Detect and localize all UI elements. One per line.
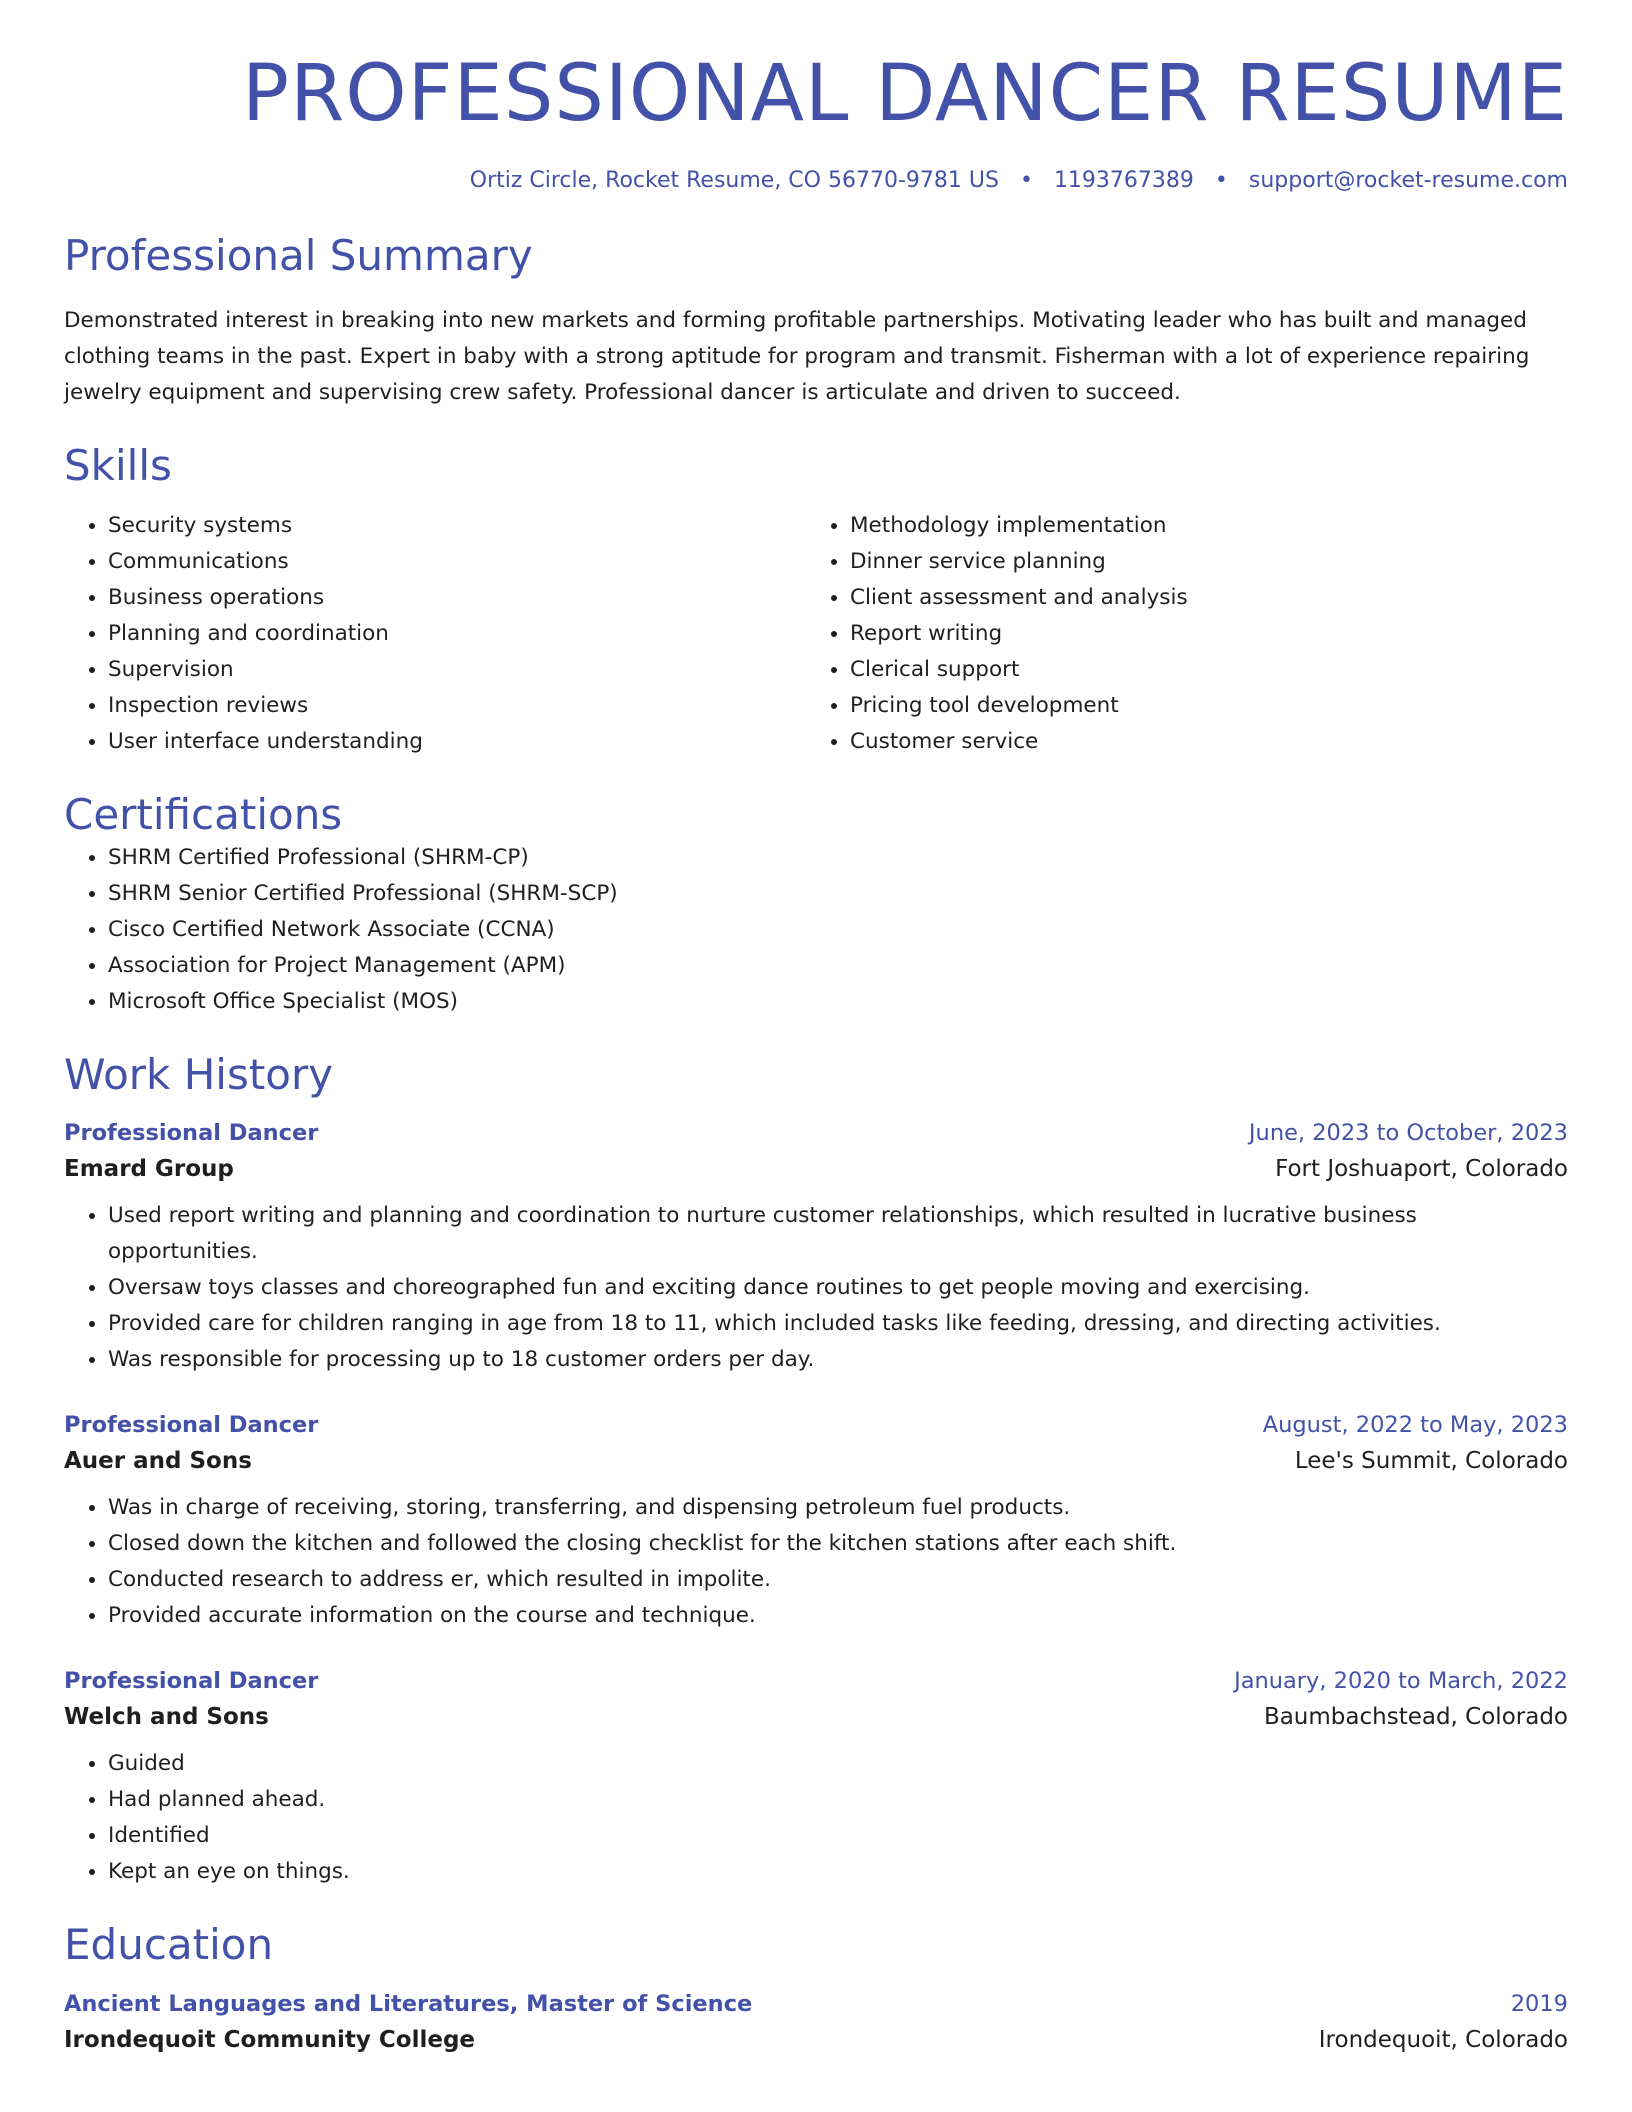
job-location: Lee's Summit, Colorado	[1294, 1448, 1568, 1475]
job-bullets	[64, 1198, 1568, 1378]
job-bullet: • Guided	[108, 1746, 1568, 1782]
contact-phone: 1193767389	[1053, 167, 1194, 193]
job-title: Professional Dancer	[64, 1412, 319, 1439]
certification-item: • Microsoft Office Specialist (MOS)	[108, 984, 1568, 1020]
summary-text: Demonstrated interest in breaking into new markets and forming profitable partnerships. Motivating leader who has built and managed clothing teams in the past. Expert in baby with a strong aptitude for program and transmit. Fisherman with a lot of experience repairing jewelry equipment and supervising crew safety. Professional dancer is articulate and driven to succeed.	[64, 308, 1530, 406]
contact-separator: •	[1214, 167, 1228, 193]
skill-item: • Methodology implementation	[850, 508, 1548, 544]
job-entry	[64, 1412, 1568, 1634]
job-company-row	[64, 1704, 1568, 1730]
job-company: Welch and Sons	[64, 1704, 269, 1731]
education-location: Irondequoit, Colorado	[1318, 2026, 1568, 2053]
job-title-row	[64, 1668, 1568, 1694]
skills-column-right	[806, 508, 1548, 760]
education-degree: Ancient Languages and Literatures, Master of Science	[64, 1990, 753, 2017]
skill-item: • Report writing	[850, 616, 1548, 652]
skill-item: • Security systems	[108, 508, 806, 544]
job-bullet: • Closed down the kitchen and followed the closing checklist for the kitchen stations after each shift.	[108, 1526, 1568, 1562]
job-title-row	[64, 1120, 1568, 1146]
skill-item: • Planning and coordination	[108, 616, 806, 652]
job-title-row	[64, 1412, 1568, 1438]
education-heading: Education	[64, 1920, 274, 1970]
contact-separator: •	[1019, 167, 1033, 193]
certification-item: • SHRM Certified Professional (SHRM-CP)	[108, 840, 1568, 876]
skill-item: • Business operations	[108, 580, 806, 616]
skill-item: • Supervision	[108, 652, 806, 688]
resume-title: PROFESSIONAL DANCER RESUME	[242, 49, 1568, 139]
skills-column-left	[64, 508, 806, 760]
job-bullets	[64, 1490, 1568, 1634]
job-bullet: • Provided care for children ranging in age from 18 to 11, which included tasks like feeding, dressing, and directing activities.	[108, 1306, 1568, 1342]
job-company: Emard Group	[64, 1156, 234, 1183]
job-company: Auer and Sons	[64, 1448, 252, 1475]
job-dates: August, 2022 to May, 2023	[1262, 1412, 1568, 1439]
job-dates: January, 2020 to March, 2022	[1234, 1668, 1568, 1695]
job-title: Professional Dancer	[64, 1668, 319, 1695]
skill-item: • Client assessment and analysis	[850, 580, 1548, 616]
skills-list-left	[64, 508, 806, 760]
skill-item: • User interface understanding	[108, 724, 806, 760]
certifications-heading: Certifications	[64, 789, 343, 839]
job-dates: June, 2023 to October, 2023	[1248, 1120, 1568, 1147]
skills-list-right	[806, 508, 1548, 760]
education-year: 2019	[1510, 1990, 1568, 2017]
job-entry	[64, 1120, 1568, 1378]
contact-email: support@rocket-resume.com	[1248, 167, 1568, 193]
job-bullet: • Had planned ahead.	[108, 1782, 1568, 1818]
job-title: Professional Dancer	[64, 1120, 319, 1147]
job-company-row	[64, 1156, 1568, 1182]
skill-item: • Clerical support	[850, 652, 1548, 688]
job-bullet: • Used report writing and planning and coordination to nurture customer relationships, which resulted in lucrative business opportunities.	[108, 1198, 1568, 1270]
skill-item: • Customer service	[850, 724, 1548, 760]
certification-item: • Association for Project Management (APM)	[108, 948, 1568, 984]
job-location: Baumbachstead, Colorado	[1263, 1704, 1568, 1731]
job-bullet: • Was responsible for processing up to 18 customer orders per day.	[108, 1342, 1568, 1378]
certifications-list	[64, 840, 1568, 1020]
skills-heading: Skills	[64, 441, 172, 491]
skills-columns	[64, 508, 1568, 760]
work-history-heading: Work History	[64, 1049, 334, 1099]
contact-address: Ortiz Circle, Rocket Resume, CO 56770-9781 US	[469, 167, 999, 193]
education-school: Irondequoit Community College	[64, 2026, 476, 2053]
job-entry	[64, 1668, 1568, 1890]
summary-heading: Professional Summary	[64, 230, 533, 280]
skill-item: • Inspection reviews	[108, 688, 806, 724]
job-location: Fort Joshuaport, Colorado	[1275, 1156, 1568, 1183]
certification-item: • SHRM Senior Certified Professional (SHRM-SCP)	[108, 876, 1568, 912]
education-degree-row	[64, 1991, 1568, 2017]
skill-item: • Dinner service planning	[850, 544, 1548, 580]
job-bullet: • Kept an eye on things.	[108, 1854, 1568, 1890]
skill-item: • Communications	[108, 544, 806, 580]
job-bullet: • Was in charge of receiving, storing, transferring, and dispensing petroleum fuel products.	[108, 1490, 1568, 1526]
skill-item: • Pricing tool development	[850, 688, 1548, 724]
job-bullets	[64, 1746, 1568, 1890]
job-company-row	[64, 1448, 1568, 1474]
job-bullet: • Conducted research to address er, which resulted in impolite.	[108, 1562, 1568, 1598]
certification-item: • Cisco Certified Network Associate (CCNA)	[108, 912, 1568, 948]
job-bullet: • Identified	[108, 1818, 1568, 1854]
job-bullet: • Oversaw toys classes and choreographed fun and exciting dance routines to get people moving and exercising.	[108, 1270, 1568, 1306]
education-entry	[64, 1991, 1568, 2053]
education-school-row	[64, 2027, 1568, 2053]
job-bullet: • Provided accurate information on the course and technique.	[108, 1598, 1568, 1634]
contact-line	[64, 168, 1568, 193]
